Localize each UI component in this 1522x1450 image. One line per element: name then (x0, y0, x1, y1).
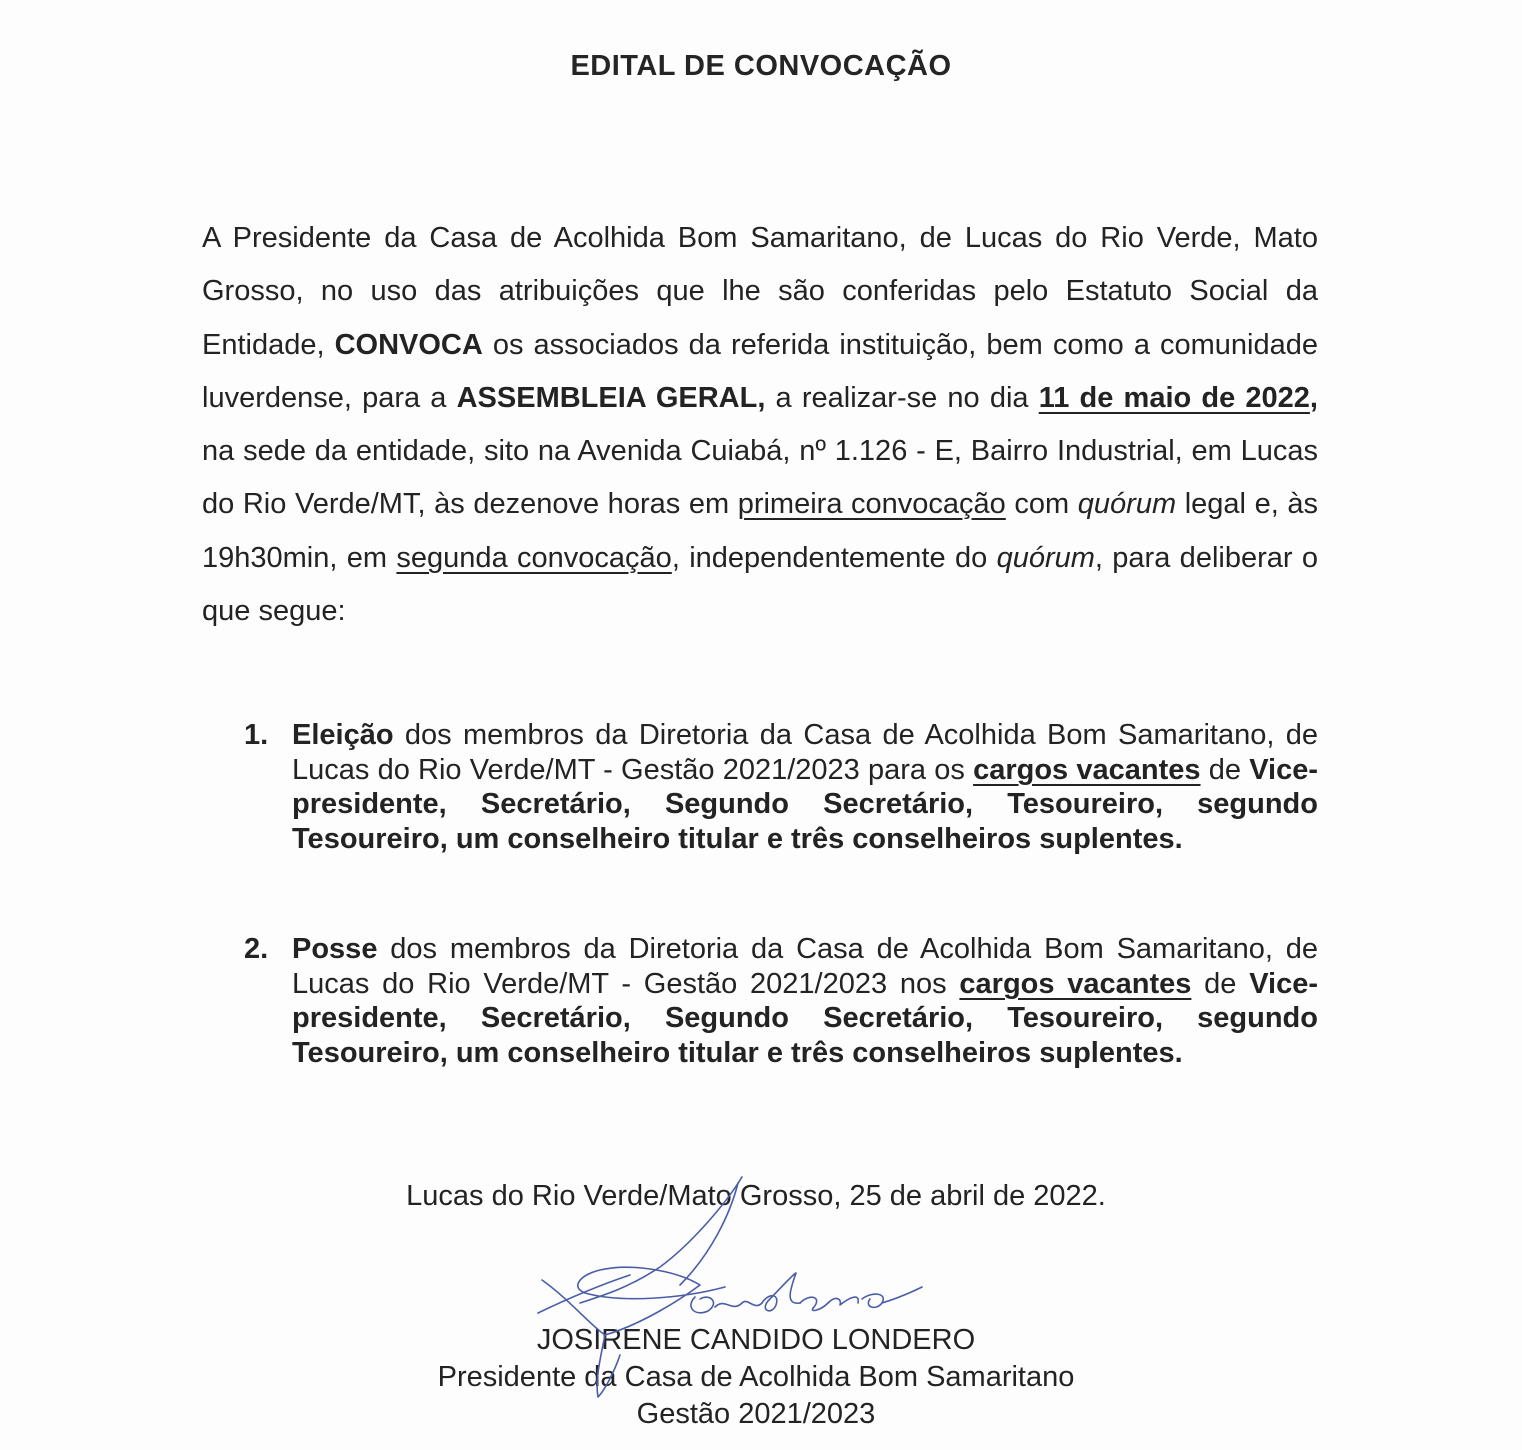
agenda-item-body: dos membros da Diretoria da Casa de Acolhida Bom Samaritano, de Lucas do Rio Verde/MT - Gestão 2021/2023 para os (292, 719, 1318, 786)
convocation-paragraph (202, 212, 1318, 638)
intro-text-5: com (1005, 488, 1078, 521)
agenda-item-number: 1. (244, 719, 269, 751)
document-title: EDITAL DE CONVOCAÇÃO (570, 50, 952, 82)
agenda-item-body: dos membros da Diretoria da Casa de Acolhida Bom Samaritano, de Lucas do Rio Verde/MT - Gestão 2021/2023 nos (292, 933, 1318, 1000)
primeira-convocacao: primeira convocação (737, 488, 1006, 521)
agenda-item-de: de (1191, 967, 1250, 1000)
convoca-keyword: CONVOCA (334, 328, 483, 361)
agenda-item-number: 2. (244, 933, 269, 965)
intro-text-8: , para deliberar o que segue: (202, 541, 1319, 628)
date-comma: , (1309, 381, 1318, 414)
intro-text-4: na sede da entidade, sito na Avenida Cuiabá, nº 1.126 - E, Bairro Industrial, em Lucas do Rio Verde/MT, às dezenove horas em (202, 435, 1318, 521)
place-and-date: Lucas do Rio Verde/Mato Grosso, 25 de abril de 2022. (406, 1180, 1106, 1212)
intro-text-6: legal e, às 19h30min, em (202, 488, 1318, 574)
quorum-term-2: quórum (996, 541, 1095, 574)
intro-text-7: , independentemente do (671, 541, 997, 574)
intro-text-2: os associados da referida instituição, bem como a comunidade luverdense, para a (202, 328, 1318, 414)
cargos-vacantes: cargos vacantes (959, 967, 1192, 1000)
assembleia-keyword: ASSEMBLEIA GERAL, (456, 381, 766, 414)
signatory-name: JOSIRENE CANDIDO LONDERO (536, 1324, 976, 1356)
cargos-vacantes: cargos vacantes (973, 753, 1201, 786)
agenda-item-lead: Posse (292, 933, 378, 965)
agenda-item-de: de (1200, 753, 1250, 786)
agenda-item-lead: Eleição (292, 719, 394, 751)
agenda-item-roles: Vice-presidente, Secretário, Segundo Secretário, Tesoureiro, segundo Tesoureiro, um conselheiro titular e três conselheiros suplentes. (292, 967, 1318, 1069)
agenda-item-roles: Vice-presidente, Secretário, Segundo Secretário, Tesoureiro, segundo Tesoureiro, um conselheiro titular e três conselheiros suplentes. (292, 753, 1318, 855)
agenda-item-text (292, 718, 1318, 856)
intro-text-1: A Presidente da Casa de Acolhida Bom Samaritano, de Lucas do Rio Verde, Mato Grosso, no uso das atribuições que lhe são conferidas pelo Estatuto Social da Entidade, (202, 222, 1318, 361)
quorum-term-1: quórum (1077, 488, 1177, 521)
signatory-role: Presidente da Casa de Acolhida Bom Samaritano (437, 1361, 1075, 1393)
signatory-term: Gestão 2021/2023 (636, 1398, 876, 1430)
handwritten-signature (510, 1175, 940, 1410)
meeting-date: 11 de maio de 2022 (1038, 381, 1310, 414)
intro-text-3: a realizar-se no dia (765, 381, 1039, 414)
agenda-item-text (292, 932, 1318, 1070)
segunda-convocacao: segunda convocação (396, 541, 672, 574)
